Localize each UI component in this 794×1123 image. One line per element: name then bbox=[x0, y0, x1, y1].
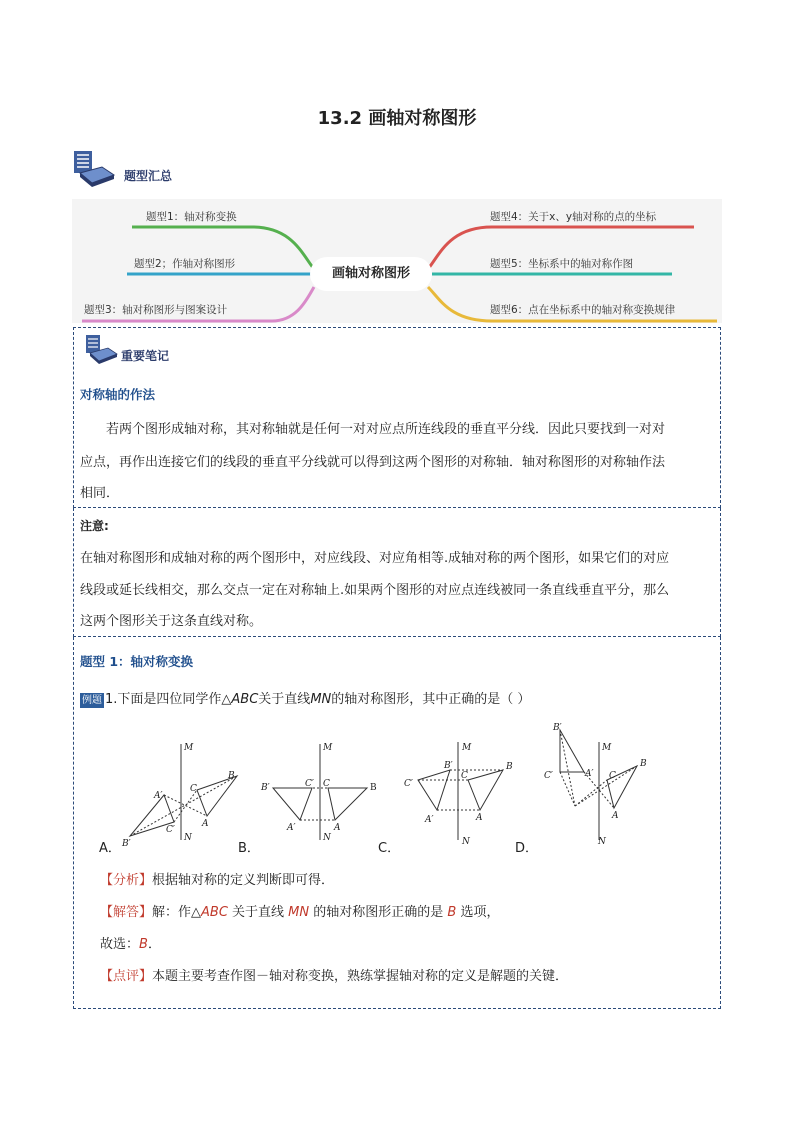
fig-c-c1: C′ bbox=[404, 779, 413, 789]
caution-line-3: 这两个图形关于这条直线对称。 bbox=[80, 614, 263, 629]
fig-c-b1: B′ bbox=[444, 761, 453, 771]
mindmap-left-3: 题型3：轴对称图形与图案设计 bbox=[84, 304, 228, 316]
mindmap-right-3: 题型6：点在坐标系中的轴对称变换规律 bbox=[490, 304, 676, 316]
example-tag: 例题 bbox=[82, 695, 102, 706]
option-d[interactable]: D． bbox=[515, 841, 539, 856]
figure-a bbox=[130, 744, 237, 840]
option-figures bbox=[80, 716, 700, 856]
fig-d-c: C bbox=[609, 771, 616, 781]
choose-line: 故选：B． bbox=[100, 937, 161, 952]
fig-a-a1: A′ bbox=[154, 791, 163, 801]
type1-heading: 题型 1：轴对称变换 bbox=[80, 654, 194, 669]
page-title: 13.2 画轴对称图形 bbox=[317, 108, 477, 129]
fig-b-b: B bbox=[370, 783, 377, 793]
fig-b-n: N bbox=[323, 833, 331, 843]
fig-a-c: C bbox=[190, 784, 197, 794]
answer-line: 【解答】解：作△ABC 关于直线 MN 的轴对称图形正确的是 B 选项， bbox=[100, 905, 500, 920]
figure-c bbox=[418, 742, 503, 840]
fig-a-a: A bbox=[202, 819, 209, 829]
fig-c-a: A bbox=[476, 813, 483, 823]
caution-line-2: 线段或延长线相交，那么交点一定在对称轴上.如果两个图形的对应点连线被同一条直线垂直平分，那么 bbox=[80, 583, 670, 598]
fig-b-a: A bbox=[334, 823, 341, 833]
option-c[interactable]: C． bbox=[378, 841, 401, 856]
fig-a-c1: C′ bbox=[166, 825, 175, 835]
fig-a-n: N bbox=[184, 833, 192, 843]
fig-b-a1: A′ bbox=[287, 823, 296, 833]
option-a[interactable]: A． bbox=[99, 841, 121, 856]
fig-c-m: M bbox=[462, 743, 472, 753]
notes-line-1: 若两个图形成轴对称，其对称轴就是任何一对对应点所连线段的垂直平分线．因此只要找到一对对 bbox=[106, 422, 666, 437]
question-line: 例题 1.下面是四位同学作△ABC关于直线MN的轴对称图形，其中正确的是（ ） bbox=[82, 692, 531, 707]
fig-d-b: B bbox=[640, 759, 647, 769]
fig-b-b1: B′ bbox=[261, 783, 270, 793]
notes-icon bbox=[84, 334, 118, 364]
fig-d-m: M bbox=[602, 743, 612, 753]
fig-a-m: M bbox=[184, 743, 194, 753]
mindmap bbox=[72, 199, 722, 323]
fig-c-a1: A′ bbox=[425, 815, 434, 825]
fig-d-a: A bbox=[612, 811, 619, 821]
comment-line: 【点评】本题主要考查作图－轴对称变换，熟练掌握轴对称的定义是解题的关键． bbox=[100, 969, 569, 984]
fig-b-m: M bbox=[323, 743, 333, 753]
mindmap-center: 画轴对称图形 bbox=[310, 257, 432, 291]
mindmap-left-1: 题型1：轴对称变换 bbox=[146, 211, 237, 223]
notes-line-2: 应点，再作出连接它们的线段的垂直平分线就可以得到这两个图形的对称轴．轴对称图形的对称轴作法 bbox=[80, 455, 666, 470]
mindmap-left-2: 题型2；作轴对称图形 bbox=[134, 258, 236, 270]
option-b[interactable]: B． bbox=[238, 841, 260, 856]
mindmap-right-1: 题型4：关于x、y轴对称的点的坐标 bbox=[490, 211, 657, 223]
figure-d bbox=[560, 730, 637, 840]
notes-label: 重要笔记 bbox=[121, 349, 170, 363]
caution-line-1: 在轴对称图形和成轴对称的两个图形中，对应线段、对应角相等.成轴对称的两个图形，如果它们的对应 bbox=[80, 551, 670, 566]
fig-a-b1: B′ bbox=[122, 839, 131, 849]
mindmap-right-2: 题型5：坐标系中的轴对称作图 bbox=[490, 258, 634, 270]
fig-d-b1: B′ bbox=[553, 723, 562, 733]
fig-c-b: B bbox=[506, 762, 513, 772]
fig-d-a1: A′ bbox=[585, 769, 594, 779]
fig-b-c1: C′ bbox=[305, 779, 314, 789]
fig-c-n: N bbox=[462, 837, 470, 847]
fig-d-n: N bbox=[598, 837, 606, 847]
summary-label: 题型汇总 bbox=[124, 169, 173, 183]
book-stack-icon bbox=[72, 149, 116, 187]
fig-a-b: B bbox=[228, 771, 235, 781]
fig-d-c1: C′ bbox=[544, 771, 553, 781]
caution-label: 注意: bbox=[80, 519, 109, 533]
analysis-line: 【分析】根据轴对称的定义判断即可得． bbox=[100, 873, 335, 888]
fig-c-c: C bbox=[461, 771, 468, 781]
fig-b-c: C bbox=[323, 779, 330, 789]
notes-heading: 对称轴的作法 bbox=[80, 387, 156, 402]
notes-line-3: 相同． bbox=[80, 486, 120, 501]
